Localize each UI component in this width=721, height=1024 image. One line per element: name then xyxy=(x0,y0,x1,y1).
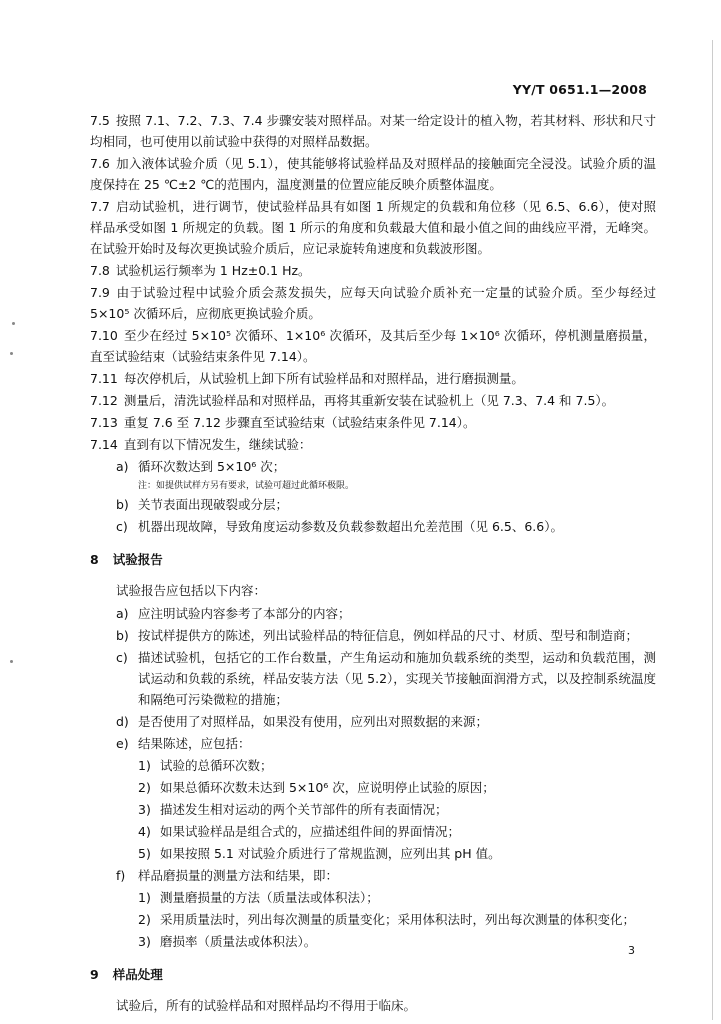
clause-7-13 xyxy=(90,412,656,433)
list-label: b) xyxy=(116,628,129,643)
list-label: 1) xyxy=(138,758,151,773)
section-title: 样品处理 xyxy=(112,967,163,982)
sub-list-item xyxy=(90,821,656,842)
clause-number: 7.11 xyxy=(90,371,118,386)
list-label: 5) xyxy=(138,846,151,861)
list-text: 描述发生相对运动的两个关节部件的所有表面情况； xyxy=(160,802,448,817)
list-label: 3) xyxy=(138,802,151,817)
clause-number: 7.6 xyxy=(90,156,110,171)
clause-7-6 xyxy=(90,153,656,195)
section-heading-8 xyxy=(90,549,656,570)
clause-number: 7.8 xyxy=(90,263,110,278)
list-label: c) xyxy=(116,519,128,534)
sub-list-item xyxy=(90,931,656,952)
sub-list-item xyxy=(90,887,656,908)
list-text: 按试样提供方的陈述，列出试验样品的特征信息，例如样品的尺寸、材质、型号和制造商； xyxy=(138,628,639,643)
clause-text: 加入液体试验介质（见 5.1），使其能够将试验样品及对照样品的接触面完全浸没。试验介质的温度保持在 25 ℃±2 ℃的范围内，温度测量的位置应能反映介质整体温度。 xyxy=(90,156,656,192)
clause-text: 由于试验过程中试验介质会蒸发损失，应每天向试验介质补充一定量的试验介质。至少每经过 5×10⁵ 次循环后，应彻底更换试验介质。 xyxy=(90,285,656,321)
list-text: 描述试验机，包括它的工作台数量，产生角运动和施加负载系统的类型，运动和负载范围，测试运动和负载的系统，样品安装方法（见 5.2），实现关节接触面润滑方式，以及控制系统温度和隔绝可污染微粒的措施； xyxy=(138,650,656,707)
section-text: 试验后，所有的试验样品和对照样品均不得用于临床。 xyxy=(116,998,417,1013)
clause-text: 至少在经过 5×10⁵ 次循环、1×10⁶ 次循环，及其后至少每 1×10⁶ 次循环，停机测量磨损量，直至试验结束（试验结束条件见 7.14）。 xyxy=(90,328,656,364)
list-label: b) xyxy=(116,497,129,512)
list-item xyxy=(90,865,656,886)
scan-mark xyxy=(12,322,15,325)
sub-list-item xyxy=(90,909,656,930)
list-text: 是否使用了对照样品，如果没有使用，应列出对照数据的来源； xyxy=(138,714,489,729)
list-text: 应注明试验内容参考了本部分的内容； xyxy=(138,606,351,621)
clause-number: 7.7 xyxy=(90,199,110,214)
sub-list-item xyxy=(90,777,656,798)
section-intro: 试验报告应包括以下内容： xyxy=(116,583,267,598)
sub-list-item xyxy=(90,799,656,820)
clause-number: 7.14 xyxy=(90,437,118,452)
list-text: 如果按照 5.1 对试验介质进行了常规监测，应列出其 pH 值。 xyxy=(160,846,501,861)
list-text: 试验的总循环次数； xyxy=(160,758,273,773)
clause-text: 重复 7.6 至 7.12 步骤直至试验结束（试验结束条件见 7.14）。 xyxy=(123,415,476,430)
standard-number: YY/T 0651.1—2008 xyxy=(512,82,647,97)
list-text: 样品磨损量的测量方法和结果，即： xyxy=(138,868,339,883)
scan-mark xyxy=(10,352,13,355)
document-body xyxy=(90,110,656,1018)
list-item xyxy=(90,516,656,537)
list-text: 采用质量法时，列出每次测量的质量变化；采用体积法时，列出每次测量的体积变化； xyxy=(160,912,636,927)
list-item xyxy=(90,625,656,646)
list-text: 结果陈述，应包括： xyxy=(138,736,251,751)
clause-text: 按照 7.1、7.2、7.3、7.4 步骤安装对照样品。对某一给定设计的植入物，若其材料、形状和尺寸均相同，也可使用以前试验中获得的对照样品数据。 xyxy=(90,113,656,149)
clause-number: 7.13 xyxy=(90,415,118,430)
list-label: 2) xyxy=(138,780,151,795)
list-label: 1) xyxy=(138,890,151,905)
list-label: f) xyxy=(116,868,126,883)
list-item xyxy=(90,733,656,754)
clause-7-12 xyxy=(90,390,656,411)
list-item xyxy=(90,711,656,732)
section-number: 8 xyxy=(90,552,99,567)
list-label: c) xyxy=(116,650,128,665)
page-edge-line xyxy=(712,40,713,1020)
list-label: a) xyxy=(116,459,129,474)
scan-mark xyxy=(10,660,13,663)
clause-7-14 xyxy=(90,434,656,455)
clause-number: 7.12 xyxy=(90,393,118,408)
clause-7-8 xyxy=(90,260,656,281)
list-item xyxy=(90,456,656,477)
clause-text: 启动试验机，进行调节，使试验样品具有如图 1 所规定的负载和角位移（见 6.5、6.6），使对照样品承受如图 1 所规定的负载。图 1 所示的角度和负载最大值和最小值之间的曲线应平滑，无峰突。在试验开始时及每次更换试验介质后，应记录旋转角速度和负载波形图。 xyxy=(90,199,656,256)
clause-7-5 xyxy=(90,110,656,152)
list-label: a) xyxy=(116,606,129,621)
clause-text: 试验机运行频率为 1 Hz±0.1 Hz。 xyxy=(115,263,311,278)
clause-7-10 xyxy=(90,325,656,367)
clause-text: 直到有以下情况发生，继续试验： xyxy=(123,437,312,452)
list-text: 如果总循环次数未达到 5×10⁶ 次，应说明停止试验的原因； xyxy=(160,780,495,795)
clause-7-9 xyxy=(90,282,656,324)
list-label: d) xyxy=(116,714,129,729)
clause-number: 7.9 xyxy=(90,285,110,300)
list-text: 机器出现故障，导致角度运动参数及负载参数超出允差范围（见 6.5、6.6）。 xyxy=(138,519,563,534)
section-number: 9 xyxy=(90,967,99,982)
note: 注：如提供试样方另有要求，试验可超过此循环极限。 xyxy=(138,481,355,491)
list-text: 测量磨损量的方法（质量法或体积法）； xyxy=(160,890,379,905)
list-text: 磨损率（质量法或体积法）。 xyxy=(160,934,317,949)
clause-7-7 xyxy=(90,196,656,259)
list-label: 3) xyxy=(138,934,151,949)
list-item xyxy=(90,494,656,515)
clause-7-11 xyxy=(90,368,656,389)
sub-list-item xyxy=(90,755,656,776)
list-text: 如果试验样品是组合式的，应描述组件间的界面情况； xyxy=(160,824,461,839)
section-heading-9 xyxy=(90,964,656,985)
clause-text: 测量后，清洗试验样品和对照样品，再将其重新安装在试验机上（见 7.3、7.4 和 7.5）。 xyxy=(123,393,615,408)
list-item xyxy=(90,603,656,624)
list-text: 关节表面出现破裂或分层； xyxy=(138,497,289,512)
section-title: 试验报告 xyxy=(112,552,163,567)
clause-text: 每次停机后，从试验机上卸下所有试验样品和对照样品，进行磨损测量。 xyxy=(123,371,524,386)
list-label: 2) xyxy=(138,912,151,927)
sub-list-item xyxy=(90,843,656,864)
clause-number: 7.5 xyxy=(90,113,110,128)
clause-number: 7.10 xyxy=(90,328,118,343)
list-item xyxy=(90,647,656,710)
list-label: e) xyxy=(116,736,129,751)
page-number: 3 xyxy=(628,944,635,957)
list-text: 循环次数达到 5×10⁶ 次； xyxy=(138,459,286,474)
list-label: 4) xyxy=(138,824,151,839)
